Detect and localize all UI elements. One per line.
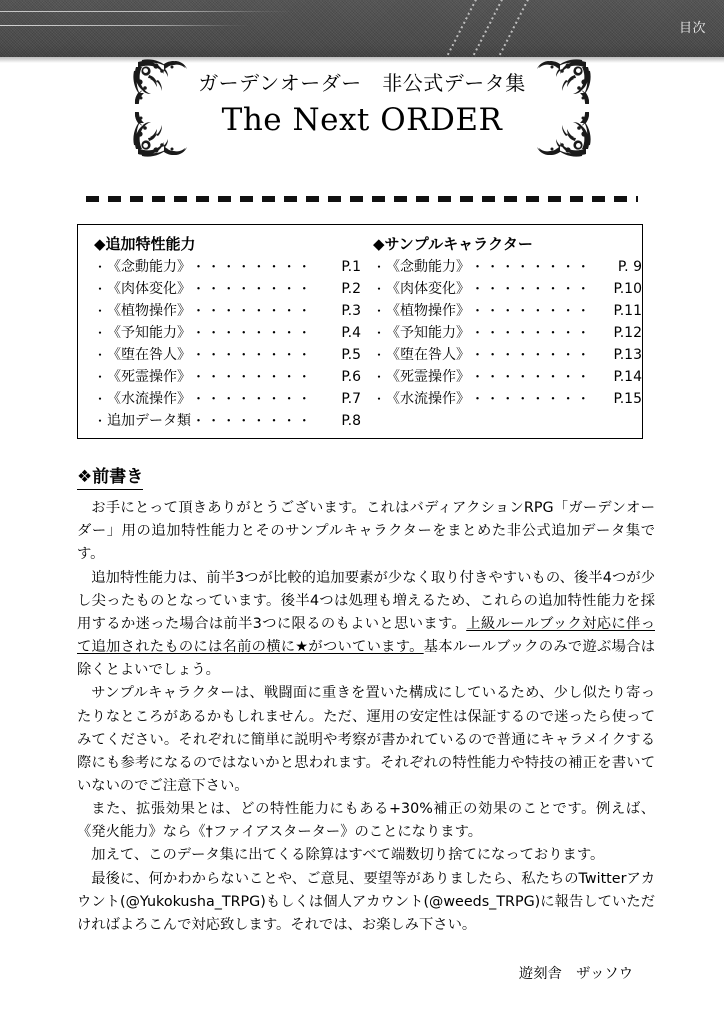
toc-column-sample-characters — [361, 234, 642, 438]
flourish-ornament-bottom-left-icon — [132, 112, 190, 158]
preface-heading: ❖前書き — [77, 466, 143, 490]
toc-entry-name: 《念動能力》 — [107, 259, 191, 276]
flourish-ornament-top-right-icon — [534, 58, 592, 104]
toc-entry-page-number: P.7 — [341, 391, 361, 408]
toc-entry-page-number: P.13 — [613, 347, 642, 364]
toc-entry-name: 《植物操作》 — [386, 303, 470, 320]
header-section-label: 目次 — [678, 21, 706, 36]
toc-entry-name: 《植物操作》 — [107, 303, 191, 320]
header-decor-line-2 — [0, 25, 250, 26]
toc-entry[interactable] — [373, 257, 642, 279]
toc-entry-name: 《予知能力》 — [107, 325, 191, 342]
toc-entry-page-number: P.3 — [341, 303, 361, 320]
preface-signature: 遊刻舎 ザッソウ — [518, 966, 633, 983]
toc-entry-leader-dots: ・・・・・・・・ — [471, 326, 592, 342]
toc-entry-page-number: P.2 — [341, 281, 361, 298]
toc-entry-name: 《堕在咎人》 — [386, 347, 470, 364]
toc-entry-leader-dots: ・・・・・・・・ — [471, 392, 592, 408]
toc-entry-leader-dots: ・・・・・・・・ — [192, 370, 313, 386]
toc-entry[interactable] — [373, 345, 642, 367]
toc-entry-leader-dots: ・・・・・・・・ — [192, 392, 313, 408]
document-subtitle-japanese: ガーデンオーダー 非公式データ集 — [198, 71, 526, 95]
toc-entry[interactable] — [94, 323, 361, 345]
toc-entry-bullet: ・ — [373, 260, 386, 275]
toc-entry-page-number: P.6 — [341, 369, 361, 386]
toc-entry-leader-dots: ・・・・・・・・ — [192, 304, 313, 320]
toc-entry-bullet: ・ — [94, 348, 107, 363]
title-block — [0, 62, 724, 146]
toc-entry-leader-dots: ・・・・・・・・ — [192, 260, 313, 276]
toc-entry-list-right — [373, 257, 642, 411]
header-diagonal-stripe-3 — [493, 0, 534, 57]
toc-entry[interactable] — [94, 279, 361, 301]
toc-entry[interactable] — [373, 367, 642, 389]
toc-entry[interactable] — [94, 257, 361, 279]
toc-entry-bullet: ・ — [94, 260, 107, 275]
toc-entry-bullet: ・ — [373, 348, 386, 363]
toc-entry-page-number: P.1 — [341, 259, 361, 276]
toc-entry-bullet: ・ — [373, 370, 386, 385]
toc-entry-page-number: P.5 — [341, 347, 361, 364]
toc-entry[interactable] — [373, 279, 642, 301]
flourish-ornament-bottom-right-icon — [534, 112, 592, 158]
document-title-english: The Next ORDER — [221, 102, 503, 138]
toc-entry[interactable] — [94, 389, 361, 411]
toc-entry-bullet: ・ — [373, 392, 386, 407]
toc-entry-name: 《死霊操作》 — [107, 369, 191, 386]
title-dashed-divider — [86, 196, 638, 202]
toc-entry-name: 《肉体変化》 — [107, 281, 191, 298]
toc-entry[interactable] — [373, 323, 642, 345]
toc-entry-leader-dots: ・・・・・・・・ — [192, 326, 313, 342]
preface-paragraph-1: お手にとって頂きありがとうございます。これはバディアクションRPG「ガーデンオーダー」用の追加特性能力とそのサンプルキャラクターをまとめた非公式追加データ集です。 — [77, 500, 655, 563]
toc-column-heading: ◆追加特性能力 — [94, 235, 196, 253]
toc-entry-leader-dots: ・・・・・・・・ — [471, 260, 592, 276]
toc-entry[interactable] — [94, 411, 361, 433]
preface-p2-part-1: 追加特性能力は、前半3つが比較的追加要素が少なく取り付きやすいもの、後半4つが少し尖ったものとなっています。後半4つは処理も増えるため、これらの追加特性能力を採用するか迷った場合は前半3つに限るのもよいと思います。 — [77, 569, 655, 632]
preface-paragraph-4: また、拡張効果とは、どの特性能力にもある+30%補正の効果のことです。例えば、《発火能力》なら《†ファイアスターター》のことになります。 — [77, 801, 655, 841]
toc-entry-page-number: P.11 — [613, 303, 642, 320]
toc-entry-bullet: ・ — [94, 282, 107, 297]
preface-p2-underlined: 上級ルールブック対応に伴って追加されたものには名前の横に★がついています。 — [77, 615, 655, 656]
preface-paragraph-6: 最後に、何かわからないことや、ご意見、要望等がありましたら、私たちのTwitterアカウント(@Yukokusha_TRPG)もしくは個人アカウント(@weeds_TRPG)に報告していただければよろこんで対応致します。それでは、お楽しみ下さい。 — [77, 870, 655, 933]
toc-entry-name: 《水流操作》 — [107, 391, 191, 408]
toc-entry-name: 《予知能力》 — [386, 325, 470, 342]
toc-entry-page-number: P.8 — [341, 413, 361, 430]
flourish-ornament-top-left-icon — [132, 58, 190, 104]
toc-entry-bullet: ・ — [94, 370, 107, 385]
toc-entry-page-number: P.12 — [613, 325, 642, 342]
toc-entry-bullet: ・ — [373, 326, 386, 341]
toc-column-heading: ◆サンプルキャラクター — [373, 235, 533, 253]
toc-entry-page-number: P.15 — [613, 391, 642, 408]
toc-entry-leader-dots: ・・・・・・・・ — [192, 282, 313, 298]
toc-entry[interactable] — [373, 301, 642, 323]
toc-entry-page-number: P.10 — [613, 281, 642, 298]
toc-entry[interactable] — [94, 345, 361, 367]
toc-entry-page-number: P.14 — [613, 369, 642, 386]
toc-entry-page-number: P.4 — [341, 325, 361, 342]
toc-entry-leader-dots: ・・・・・・・・ — [192, 414, 313, 430]
toc-entry[interactable] — [94, 367, 361, 389]
title-inner — [132, 62, 592, 146]
toc-entry-bullet: ・ — [94, 392, 107, 407]
header-decor-line-1 — [0, 11, 296, 12]
toc-entry-bullet: ・ — [373, 282, 386, 297]
toc-entry-name: 追加データ類 — [107, 413, 191, 430]
toc-entry-name: 《念動能力》 — [386, 259, 470, 276]
toc-entry-name: 《死霊操作》 — [386, 369, 470, 386]
toc-entry-page-number: P. 9 — [617, 259, 642, 276]
preface-body — [77, 497, 655, 983]
preface-section — [77, 466, 655, 983]
toc-entry-name: 《水流操作》 — [386, 391, 470, 408]
toc-entry-bullet: ・ — [94, 304, 107, 319]
toc-entry[interactable] — [94, 301, 361, 323]
preface-paragraph-3: サンプルキャラクターは、戦闘面に重きを置いた構成にしているため、少し似たり寄ったりなところがあるかもしれません。ただ、運用の安定性は保証するので迷ったら使ってみてください。それぞれに簡単に説明や考察が書かれているので普通にキャラメイクする際にも参考になるのではないかと思われます。それぞれの特性能力や特技の補正を書いていないのでご注意下さい。 — [77, 685, 655, 794]
toc-entry[interactable] — [373, 389, 642, 411]
preface-p2-part-3: 基本ルールブックのみで遊ぶ場合は除くとよいでしょう。 — [77, 639, 655, 679]
preface-paragraph-5: 加えて、このデータ集に出てくる除算はすべて端数切り捨てになっております。 — [91, 847, 605, 864]
toc-entry-name: 《肉体変化》 — [386, 281, 470, 298]
toc-entry-leader-dots: ・・・・・・・・ — [471, 304, 592, 320]
toc-entry-list-left — [94, 257, 361, 433]
toc-entry-bullet: ・ — [373, 304, 386, 319]
preface-paragraph-2 — [77, 567, 655, 683]
toc-entry-bullet: ・ — [94, 326, 107, 341]
toc-entry-bullet: ・ — [94, 414, 107, 429]
toc-entry-leader-dots: ・・・・・・・・ — [471, 282, 592, 298]
toc-column-abilities — [78, 234, 361, 438]
page-header-bar — [0, 0, 724, 57]
table-of-contents-box — [77, 224, 643, 439]
toc-entry-leader-dots: ・・・・・・・・ — [471, 370, 592, 386]
toc-entry-name: 《堕在咎人》 — [107, 347, 191, 364]
toc-entry-leader-dots: ・・・・・・・・ — [471, 348, 592, 364]
toc-entry-leader-dots: ・・・・・・・・ — [192, 348, 313, 364]
